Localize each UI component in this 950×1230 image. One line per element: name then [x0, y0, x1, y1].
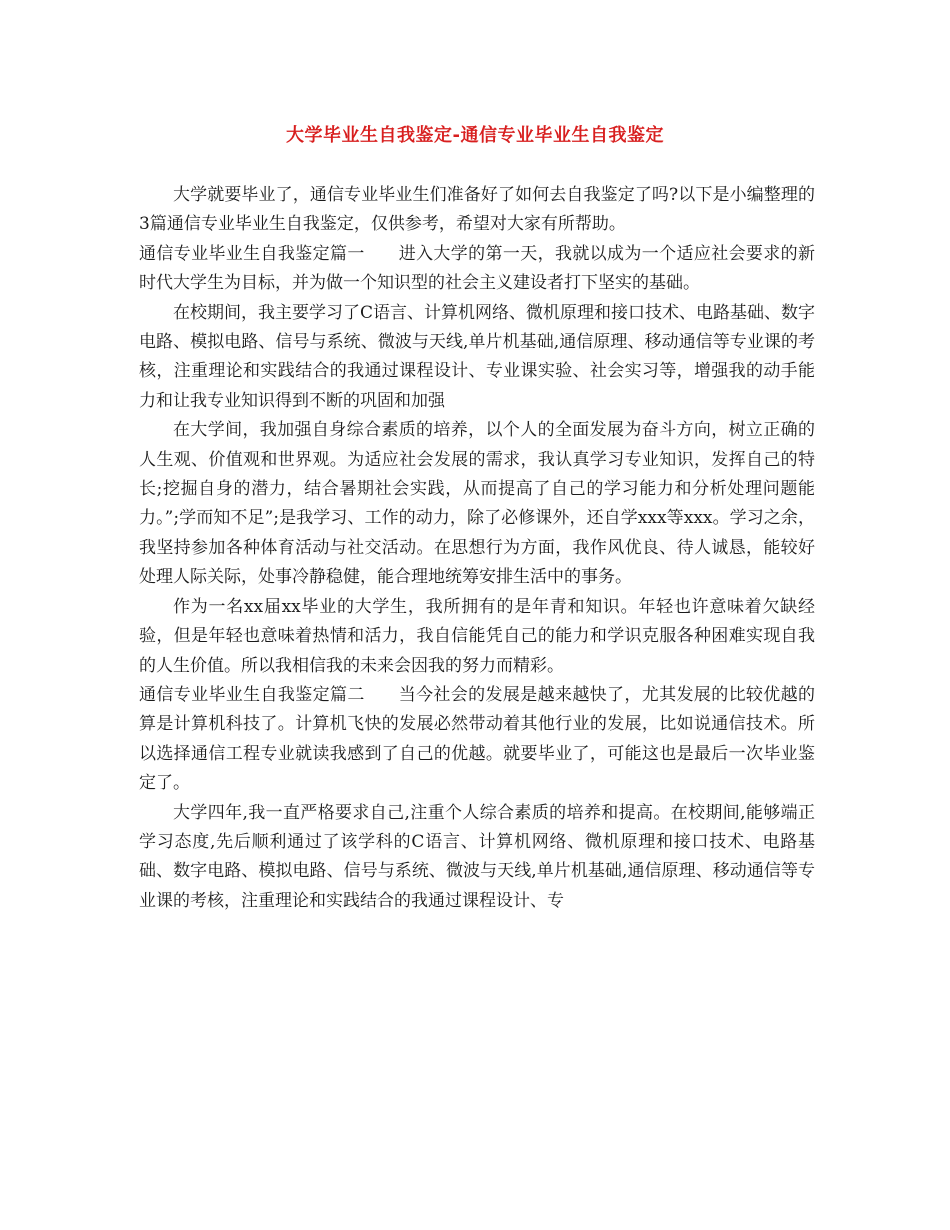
section2-heading: 通信专业毕业生自我鉴定篇二	[139, 684, 365, 705]
intro-paragraph: 大学就要毕业了，通信专业毕业生们准备好了如何去自我鉴定了吗?以下是小编整理的3篇通信专业毕业生自我鉴定，仅供参考，希望对大家有所帮助。	[139, 185, 815, 235]
document-body	[139, 181, 815, 916]
section1-paragraph: 作为一名xx届xx毕业的大学生，我所拥有的是年青和知识。年轻也许意味着欠缺经验，但是年轻也意味着热情和活力，我自信能凭自己的能力和学识克服各种困难实现自我的人生价值。所以我相信我的未来会因我的努力而精彩。	[139, 596, 815, 676]
section1-paragraph: 在校期间，我主要学习了C语言、计算机网络、微机原理和接口技术、电路基础、数字电路、模拟电路、信号与系统、微波与天线,单片机基础,通信原理、移动通信等专业课的考核，注重理论和实践结合的我通过课程设计、专业课实验、社会实习等，增强我的动手能力和让我专业知识得到不断的巩固和加强	[139, 302, 816, 411]
section1-paragraph: 在大学间，我加强自身综合素质的培养，以个人的全面发展为奋斗方向，树立正确的人生观、价值观和世界观。为适应社会发展的需求，我认真学习专业知识，发挥自己的特长;挖掘自身的潜力，结合暑期社会实践，从而提高了自己的学习能力和分析处理问题能力。”;学而知不足”;是我学习、工作的动力，除了必修课外，还自学xxx等xxx。学习之余，我坚持参加各种体育活动与社交活动。在思想行为方面，我作风优良、待人诚恳，能较好处理人际关际，处事冷静稳健，能合理地统筹安排生活中的事务。	[139, 420, 815, 588]
section1-heading: 通信专业毕业生自我鉴定篇一	[139, 243, 365, 264]
section2-paragraph: 大学四年,我一直严格要求自己,注重个人综合素质的培养和提高。在校期间,能够端正学习态度,先后顺利通过了该学科的C语言、计算机网络、微机原理和接口技术、电路基础、数字电路、模拟电路、信号与系统、微波与天线,单片机基础,通信原理、移动通信等专业课的考核，注重理论和实践结合的我通过课程设计、专	[139, 802, 815, 911]
section2-first-paragraph	[139, 681, 815, 799]
document-title: 大学毕业生自我鉴定-通信专业毕业生自我鉴定	[286, 125, 664, 146]
section1-lead: 进入大学的第一天，我就以成为一个适应社会要求的新时代大学生为目标，并为做一个知识型的社会主义建设者打下坚实的基础。	[139, 243, 816, 294]
section2-lead: 当今社会的发展是越来越快了，尤其发展的比较优越的算是计算机科技了。计算机飞快的发展必然带动着其他行业的发展，比如说通信技术。所以选择通信工程专业就读我感到了自己的优越。就要毕业了，可能这也是最后一次毕业鉴定了。	[139, 684, 816, 794]
section1-first-paragraph	[139, 240, 815, 299]
